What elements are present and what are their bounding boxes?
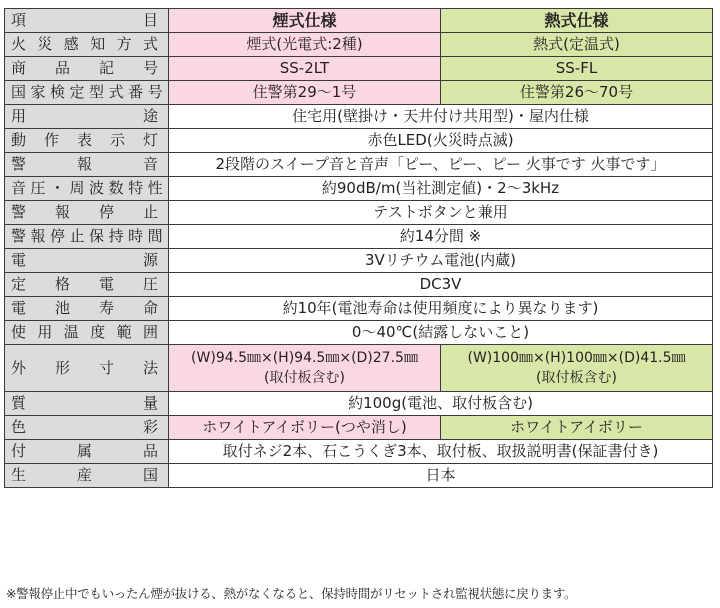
smoke-dimensions (169, 345, 441, 392)
header-heat-spec: 熱式仕様 (441, 9, 713, 33)
table-row (5, 249, 713, 273)
smoke-dimensions-line1: (W)94.5㎜×(H)94.5㎜×(D)27.5㎜ (191, 350, 418, 366)
row-label: 商品記号 (5, 57, 169, 81)
table-row (5, 129, 713, 153)
table-row (5, 177, 713, 201)
smoke-value: 煙式(光電式:2種) (169, 33, 441, 57)
row-label: 質量 (5, 392, 169, 416)
header-item-label: 項 目 (5, 9, 169, 33)
row-label: 定格電圧 (5, 273, 169, 297)
table-row (5, 105, 713, 129)
common-value: 0～40℃(結露しないこと) (169, 321, 713, 345)
table-row (5, 201, 713, 225)
row-label: 警報停止 (5, 201, 169, 225)
footnote: ※警報停止中でもいったん煙が抜ける、熱がなくなると、保持時間がリセットされ監視状態に戻ります。 (6, 586, 577, 601)
table-row (5, 416, 713, 440)
row-label: 音圧・周波数特性 (5, 177, 169, 201)
table-row (5, 33, 713, 57)
common-value: 取付ネジ2本、石こうくぎ3本、取付板、取扱説明書(保証書付き) (169, 440, 713, 464)
table-row (5, 81, 713, 105)
smoke-value: 住警第29～1号 (169, 81, 441, 105)
common-value: 2段階のスイープ音と音声「ピー、ピー、ピー 火事です 火事です」 (169, 153, 713, 177)
table-row (5, 57, 713, 81)
table-row (5, 392, 713, 416)
heat-dimensions-line1: (W)100㎜×(H)100㎜×(D)41.5㎜ (467, 350, 686, 366)
row-label: 国家検定型式番号 (5, 81, 169, 105)
common-value: 日本 (169, 464, 713, 488)
common-value: 約90dB/m(当社測定値)・2～3kHz (169, 177, 713, 201)
row-label: 電源 (5, 249, 169, 273)
spec-table (4, 8, 713, 488)
common-value: 約10年(電池寿命は使用頻度により異なります) (169, 297, 713, 321)
table-row (5, 225, 713, 249)
smoke-value: SS-2LT (169, 57, 441, 81)
table-row (5, 321, 713, 345)
row-label: 警報音 (5, 153, 169, 177)
header-smoke-spec: 煙式仕様 (169, 9, 441, 33)
smoke-dimensions-line2: (取付板含む) (264, 370, 345, 386)
table-header-row (5, 9, 713, 33)
heat-dimensions-line2: (取付板含む) (536, 370, 617, 386)
row-label: 警報停止保持時間 (5, 225, 169, 249)
heat-value: ホワイトアイボリー (441, 416, 713, 440)
table-row (5, 440, 713, 464)
row-label: 付属品 (5, 440, 169, 464)
heat-value: 熱式(定温式) (441, 33, 713, 57)
table-row (5, 297, 713, 321)
heat-value: SS-FL (441, 57, 713, 81)
table-row (5, 273, 713, 297)
common-value: 約100g(電池、取付板含む) (169, 392, 713, 416)
row-label: 使用温度範囲 (5, 321, 169, 345)
spec-table-container (4, 8, 712, 488)
row-label: 電池寿命 (5, 297, 169, 321)
heat-dimensions (441, 345, 713, 392)
row-label: 色彩 (5, 416, 169, 440)
row-label: 外形寸法 (5, 345, 169, 392)
row-label: 用途 (5, 105, 169, 129)
smoke-value: ホワイトアイボリー(つや消し) (169, 416, 441, 440)
heat-value: 住警第26～70号 (441, 81, 713, 105)
common-value: DC3V (169, 273, 713, 297)
common-value: 3Vリチウム電池(内蔵) (169, 249, 713, 273)
table-row (5, 153, 713, 177)
common-value: 住宅用(壁掛け・天井付け共用型)・屋内仕様 (169, 105, 713, 129)
common-value: 約14分間 ※ (169, 225, 713, 249)
common-value: 赤色LED(火災時点滅) (169, 129, 713, 153)
row-label: 生産国 (5, 464, 169, 488)
table-row (5, 345, 713, 392)
table-row (5, 464, 713, 488)
common-value: テストボタンと兼用 (169, 201, 713, 225)
row-label: 動作表示灯 (5, 129, 169, 153)
row-label: 火災感知方式 (5, 33, 169, 57)
